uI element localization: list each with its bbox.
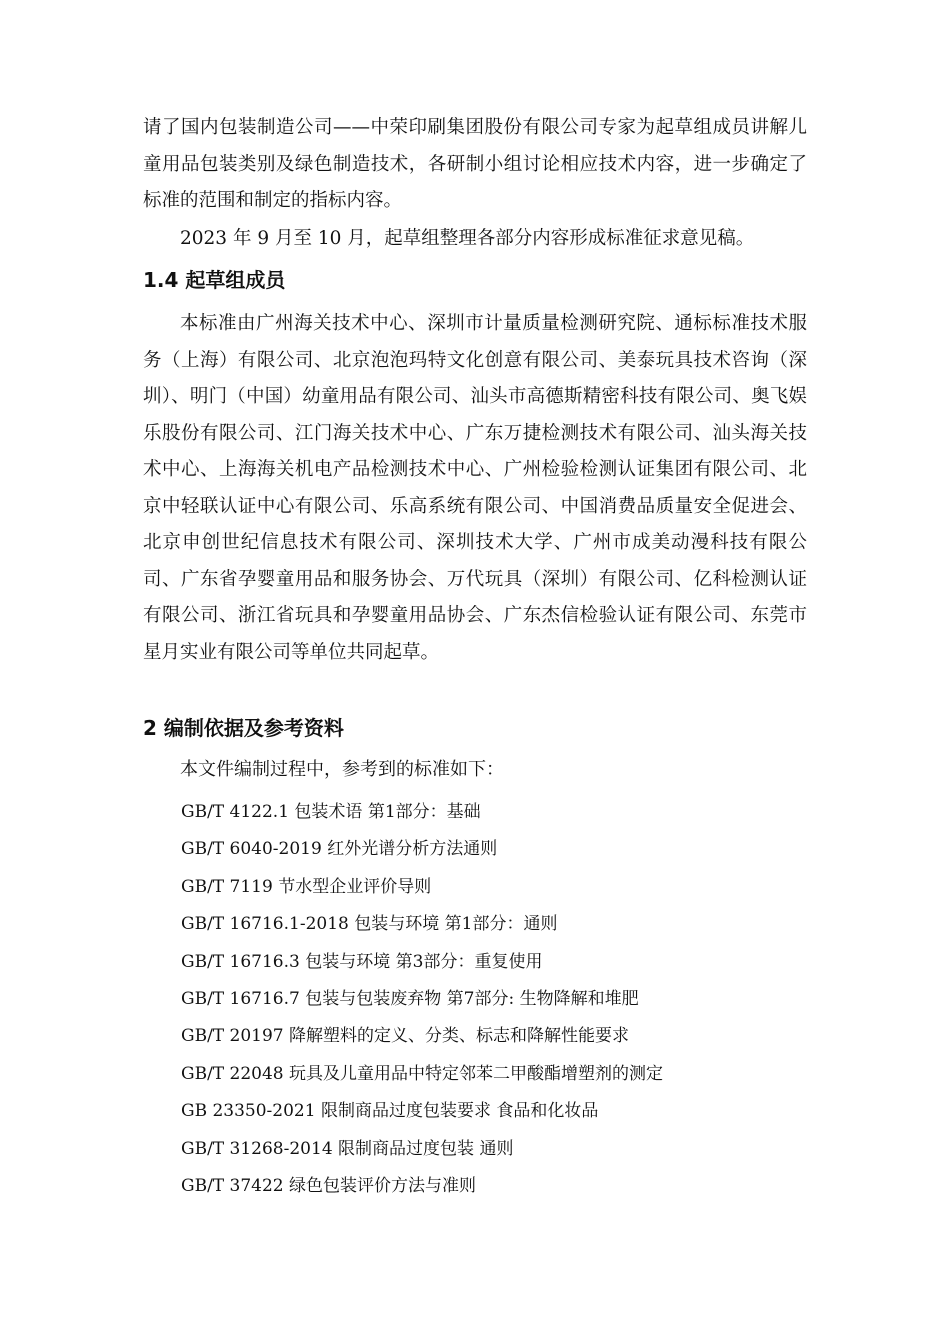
references-intro: 本文件编制过程中，参考到的标准如下： [180,759,504,780]
reference-item: GB/T 22048 玩具及儿童用品中特定邻苯二甲酸酯增塑剂的测定 [181,1063,664,1084]
reference-item: GB/T 16716.7 包装与包装废弃物 第7部分: 生物降解和堆肥 [181,989,639,1010]
reference-item: GB/T 16716.3 包装与环境 第3部分：重复使用 [181,951,543,972]
reference-item: GB/T 16716.1-2018 包装与环境 第1部分：通则 [181,914,558,935]
reference-item: GB/T 6040-2019 红外光谱分析方法通则 [181,839,498,860]
reference-item: GB/T 7119 节水型企业评价导则 [181,876,432,897]
reference-item: GB/T 4122.1 包装术语 第1部分：基础 [181,802,481,822]
intro-paragraph: 请了国内包装制造公司——中荣印刷集团股份有限公司专家为起草组成员讲解儿童用品包装类别及绿色制造技术，各研制小组讨论相应技术内容，进一步确定了标准的范围和制定的指标内容。 [143,117,807,211]
drafting-members-paragraph: 本标准由广州海关技术中心、深圳市计量质量检测研究院、通标标准技术服务（上海）有限公司、北京泡泡玛特文化创意有限公司、美泰玩具技术咨询（深圳）、明门（中国）幼童用品有限公司、汕头市高德斯精密科技有限公司、奥飞娱乐股份有限公司、江门海关技术中心、广东万捷检测技术有限公司、汕头海关技术中心、上海海关机电产品检测技术中心、广州检验检测认证集团有限公司、北京中轻联认证中心有限公司、乐高系统有限公司、中国消费品质量安全促进会、北京申创世纪信息技术有限公司、深圳技术大学、广州市成美动漫科技有限公司、广东省孕婴童用品和服务协会、万代玩具（深圳）有限公司、亿科检测认证有限公司、浙江省玩具和孕婴童用品协会、广东杰信检验认证有限公司、东莞市星月实业有限公司等单位共同起草。 [143,313,807,663]
date-paragraph: 2023 年 9 月至 10 月，起草组整理各部分内容形成标准征求意见稿。 [180,228,755,249]
reference-item: GB/T 37422 绿色包装评价方法与准则 [181,1176,477,1197]
reference-item: GB/T 20197 降解塑料的定义、分类、标志和降解性能要求 [181,1026,630,1047]
section-2-heading: 2 编制依据及参考资料 [143,716,344,740]
reference-item: GB 23350-2021 限制商品过度包装要求 食品和化妆品 [181,1101,599,1122]
section-1-4-heading: 1.4 起草组成员 [143,268,286,292]
reference-item: GB/T 31268-2014 限制商品过度包装 通则 [181,1138,514,1159]
reference-list [181,794,663,1205]
